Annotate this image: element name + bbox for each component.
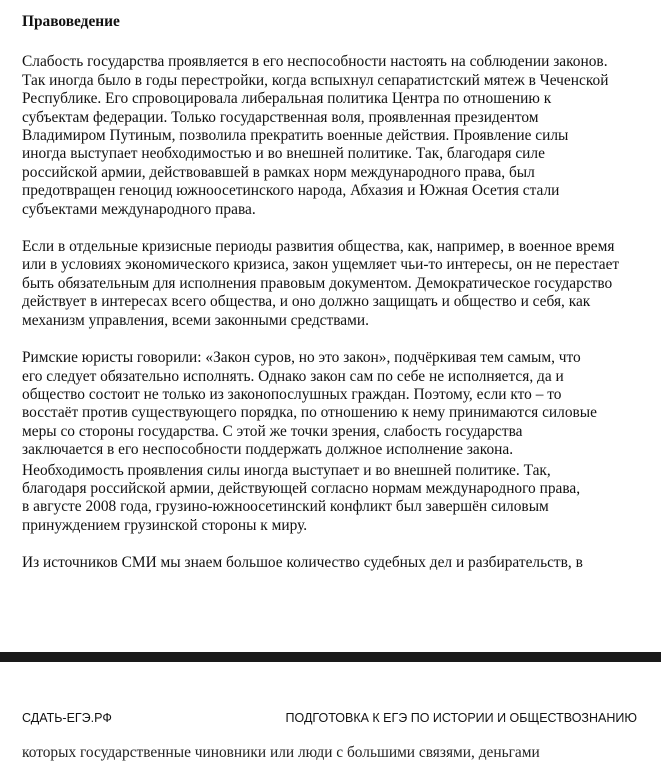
paragraph-1 bbox=[22, 53, 647, 219]
paragraph-5 bbox=[22, 554, 647, 572]
paragraph-line: предотвращен геноцид южноосетинского народа, Абхазия и Южная Осетия стали bbox=[22, 182, 560, 200]
paragraph-line: Необходимость проявления силы иногда выступает и во внешней политике. Так, bbox=[22, 461, 551, 479]
paragraph-line: заключается в его неспособности поддержать должное исполнение закона. bbox=[22, 441, 514, 459]
paragraph-line: иногда выступает необходимостью и во внешней политике. Так, благодаря силе bbox=[22, 145, 545, 163]
next-page-text-fragment: которых государственные чиновники или люди с большими связями, деньгами bbox=[22, 744, 540, 761]
paragraph-spacer bbox=[22, 330, 647, 349]
paragraph-line: российской армии, действовавшей в рамках норм международного права, был bbox=[22, 163, 535, 181]
paragraph-line: его следует обязательно исполнять. Однако закон сам по себе не исполняется, да и bbox=[22, 367, 564, 385]
page-divider bbox=[0, 652, 661, 662]
paragraph-line: принуждением грузинской стороны к миру. bbox=[22, 516, 308, 534]
paragraph-line: быть обязательным для исполнения правовым документом. Демократическое государство bbox=[22, 274, 613, 292]
footer-tagline: ПОДГОТОВКА К ЕГЭ ПО ИСТОРИИ И ОБЩЕСТВОЗНАНИЮ bbox=[285, 711, 637, 725]
paragraph-3 bbox=[22, 349, 647, 459]
paragraph-spacer bbox=[22, 535, 647, 554]
paragraph-line: Республике. Его спровоцировала либеральная политика Центра по отношению к bbox=[22, 90, 552, 108]
paragraph-line: Если в отдельные кризисные периоды развития общества, как, например, в военное время bbox=[22, 238, 615, 256]
paragraph-line: субъектами международного права. bbox=[22, 200, 256, 218]
paragraph-line: восстаёт против существующего порядка, по отношению к нему принимаются силовые bbox=[22, 404, 597, 422]
paragraph-line: Владимиром Путиным, позволила прекратить военные действия. Проявление силы bbox=[22, 127, 569, 145]
paragraph-line: Так иногда было в годы перестройки, когда вспыхнул сепаратистский мятеж в Чеченской bbox=[22, 71, 609, 89]
paragraph-line: Из источников СМИ мы знаем большое количество судебных дел и разбирательств, в bbox=[22, 554, 583, 572]
paragraph-line: в августе 2008 года, грузино-южноосетинский конфликт был завершён силовым bbox=[22, 498, 549, 516]
paragraph-line: действует в интересах всего общества, и оно должно защищать и общество и себя, как bbox=[22, 293, 591, 311]
paragraph-line: общество состоит не только из законопослушных граждан. Поэтому, если кто – то bbox=[22, 385, 562, 403]
page-title: Правоведение bbox=[22, 13, 120, 30]
paragraph-2 bbox=[22, 238, 647, 330]
paragraph-4 bbox=[22, 462, 647, 536]
paragraph-line: Слабость государства проявляется в его неспособности настоять на соблюдении законов. bbox=[22, 53, 608, 71]
paragraph-line: благодаря российской армии, действующей согласно нормам международного права, bbox=[22, 479, 581, 497]
paragraph-line: меры со стороны государства. С этой же точки зрения, слабость государства bbox=[22, 422, 523, 440]
paragraph-line: субъектам федерации. Только государственная воля, проявленная президентом bbox=[22, 108, 539, 126]
document-body bbox=[22, 13, 647, 573]
paragraph-spacer bbox=[22, 219, 647, 238]
paragraph-line: механизм управления, всеми законными средствами. bbox=[22, 311, 369, 329]
paragraph-line: или в условиях экономического кризиса, закон ущемляет чьи-то интересы, он не перестает bbox=[22, 256, 620, 274]
paragraph-line: Римские юристы говорили: «Закон суров, но это закон», подчёркивая тем самым, что bbox=[22, 349, 581, 367]
footer-site-name: СДАТЬ-ЕГЭ.РФ bbox=[22, 711, 112, 725]
